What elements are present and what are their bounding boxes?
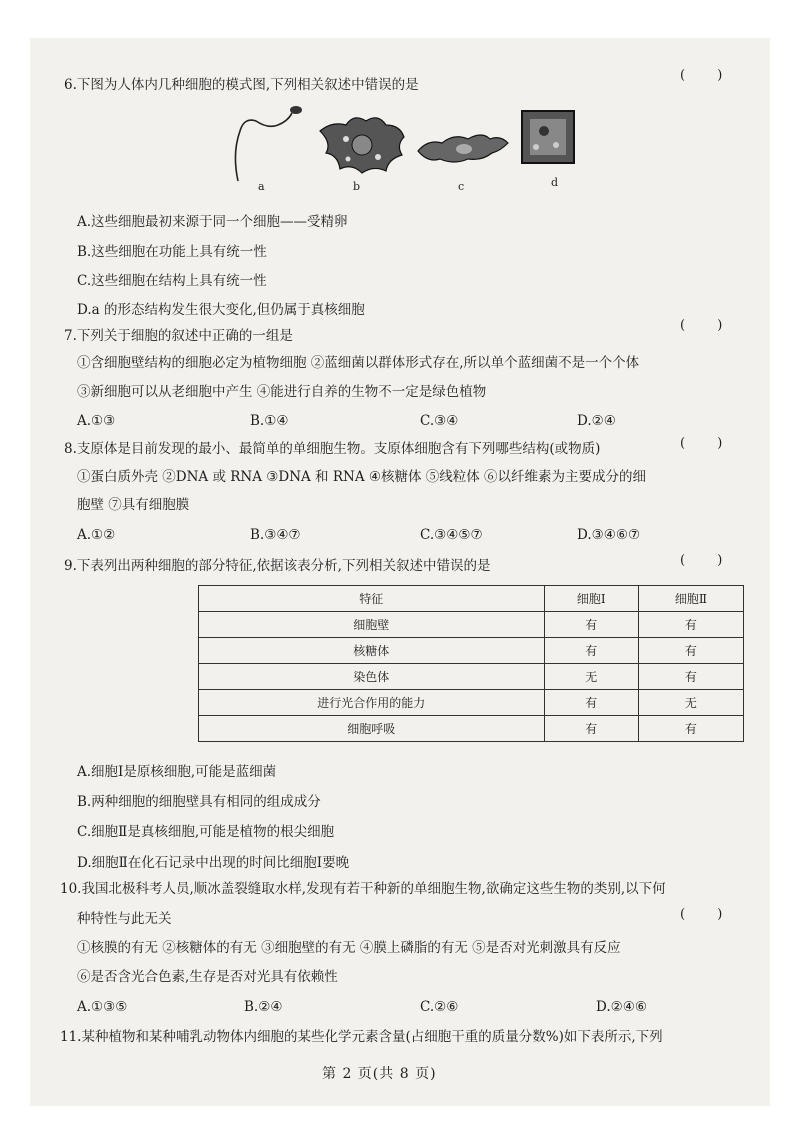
table-cell: 细胞呼吸 [199,716,545,742]
q6-cell-figure [228,103,588,193]
table-cell: 无 [638,690,743,716]
q8-answer-paren: ( ) [680,436,737,451]
q8-option-b[interactable]: B.③④⑦ [250,527,301,543]
cell-feature-table [198,585,744,742]
q10-option-a[interactable]: A.①③⑤ [77,999,128,1015]
q7-option-c[interactable]: C.③④ [420,413,459,429]
q6-option-d[interactable]: D.a 的形态结构发生很大变化,但仍属于真核细胞 [77,302,365,318]
q9-answer-paren: ( ) [680,553,737,568]
table-cell: 核糖体 [199,638,545,664]
table-cell: 进行光合作用的能力 [199,690,545,716]
figure-label-c: c [458,180,465,193]
q7-answer-paren: ( ) [680,318,737,333]
q8-option-d[interactable]: D.③④⑥⑦ [577,527,641,543]
square-cell-drawing [522,111,574,163]
table-cell: 有 [638,638,743,664]
q9-option-a[interactable]: A.细胞Ⅰ是原核细胞,可能是蓝细菌 [77,764,277,780]
q7-option-d[interactable]: D.②④ [577,413,616,429]
figure-label-b: b [353,180,361,193]
table-row [199,638,744,664]
q7-stem: 7.下列关于细胞的叙述中正确的一组是 [64,328,293,344]
table-cell: 有 [544,612,638,638]
sperm-cell-drawing [235,106,302,181]
q10-statement-line-2: ⑥是否含光合色素,生存是否对光具有依赖性 [77,969,338,985]
q9-option-b[interactable]: B.两种细胞的细胞壁具有相同的组成成分 [77,794,321,810]
table-row [199,612,744,638]
q6-option-a[interactable]: A.这些细胞最初来源于同一个细胞——受精卵 [77,214,348,230]
q8-statement-line-2: 胞壁 ⑦具有细胞膜 [77,497,190,513]
figure-label-d: d [551,176,559,189]
table-row [199,690,744,716]
q10-option-d[interactable]: D.②④⑥ [596,999,647,1015]
q10-option-c[interactable]: C.②⑥ [420,999,459,1015]
table-cell: 有 [544,638,638,664]
table-header-cell: 特征 [199,586,545,612]
q7-option-a[interactable]: A.①③ [77,413,116,429]
q8-option-a[interactable]: A.①② [77,527,116,543]
q6-answer-paren: ( ) [680,68,737,83]
q10-stem-line-2: 种特性与此无关 [77,911,172,927]
q9-option-d[interactable]: D.细胞Ⅱ在化石记录中出现的时间比细胞Ⅰ要晚 [77,855,350,871]
q10-stem-line-1: 10.我国北极科考人员,顺冰盖裂缝取水样,发现有若干种新的单细胞生物,欲确定这些生物的类别,以下何 [60,881,666,897]
q6-option-c[interactable]: C.这些细胞在结构上具有统一性 [77,273,267,289]
table-header-row [199,586,744,612]
q10-answer-paren: ( ) [680,907,737,922]
table-cell: 细胞壁 [199,612,545,638]
q7-statement-line-2: ③新细胞可以从老细胞中产生 ④能进行自养的生物不一定是绿色植物 [77,384,487,400]
star-cell-drawing [320,118,404,173]
table-cell: 无 [544,664,638,690]
table-cell: 有 [544,716,638,742]
q8-option-c[interactable]: C.③④⑤⑦ [420,527,483,543]
table-cell: 有 [544,690,638,716]
table-row [199,716,744,742]
q8-statement-line-1: ①蛋白质外壳 ②DNA 或 RNA ③DNA 和 RNA ④核糖体 ⑤线粒体 ⑥以纤维素为主要成分的细 [77,469,647,485]
q6-option-b[interactable]: B.这些细胞在功能上具有统一性 [77,244,267,260]
q7-option-b[interactable]: B.①④ [250,413,289,429]
page-number-footer: 第 2 页(共 8 页) [322,1066,437,1082]
figure-label-a: a [258,180,265,193]
q10-statement-line-1: ①核膜的有无 ②核糖体的有无 ③细胞壁的有无 ④膜上磷脂的有无 ⑤是否对光刺激具有反应 [77,940,621,956]
q8-stem: 8.支原体是目前发现的最小、最简单的单细胞生物。支原体细胞含有下列哪些结构(或物质) [64,441,601,457]
table-cell: 有 [638,664,743,690]
q6-stem: 6.下图为人体内几种细胞的模式图,下列相关叙述中错误的是 [64,77,419,93]
table-cell: 染色体 [199,664,545,690]
q10-option-b[interactable]: B.②④ [244,999,283,1015]
table-cell: 有 [638,716,743,742]
q7-statement-line-1: ①含细胞壁结构的细胞必定为植物细胞 ②蓝细菌以群体形式存在,所以单个蓝细菌不是一个个体 [77,355,640,371]
elongated-cell-drawing [418,135,508,162]
table-cell: 有 [638,612,743,638]
table-row [199,664,744,690]
q9-stem: 9.下表列出两种细胞的部分特征,依据该表分析,下列相关叙述中错误的是 [64,558,491,574]
q9-option-c[interactable]: C.细胞Ⅱ是真核细胞,可能是植物的根尖细胞 [77,824,335,840]
q11-stem: 11.某种植物和某种哺乳动物体内细胞的某些化学元素含量(占细胞干重的质量分数%)如下表所示,下列 [60,1029,663,1045]
table-header-cell: 细胞Ⅱ [638,586,743,612]
table-header-cell: 细胞Ⅰ [544,586,638,612]
